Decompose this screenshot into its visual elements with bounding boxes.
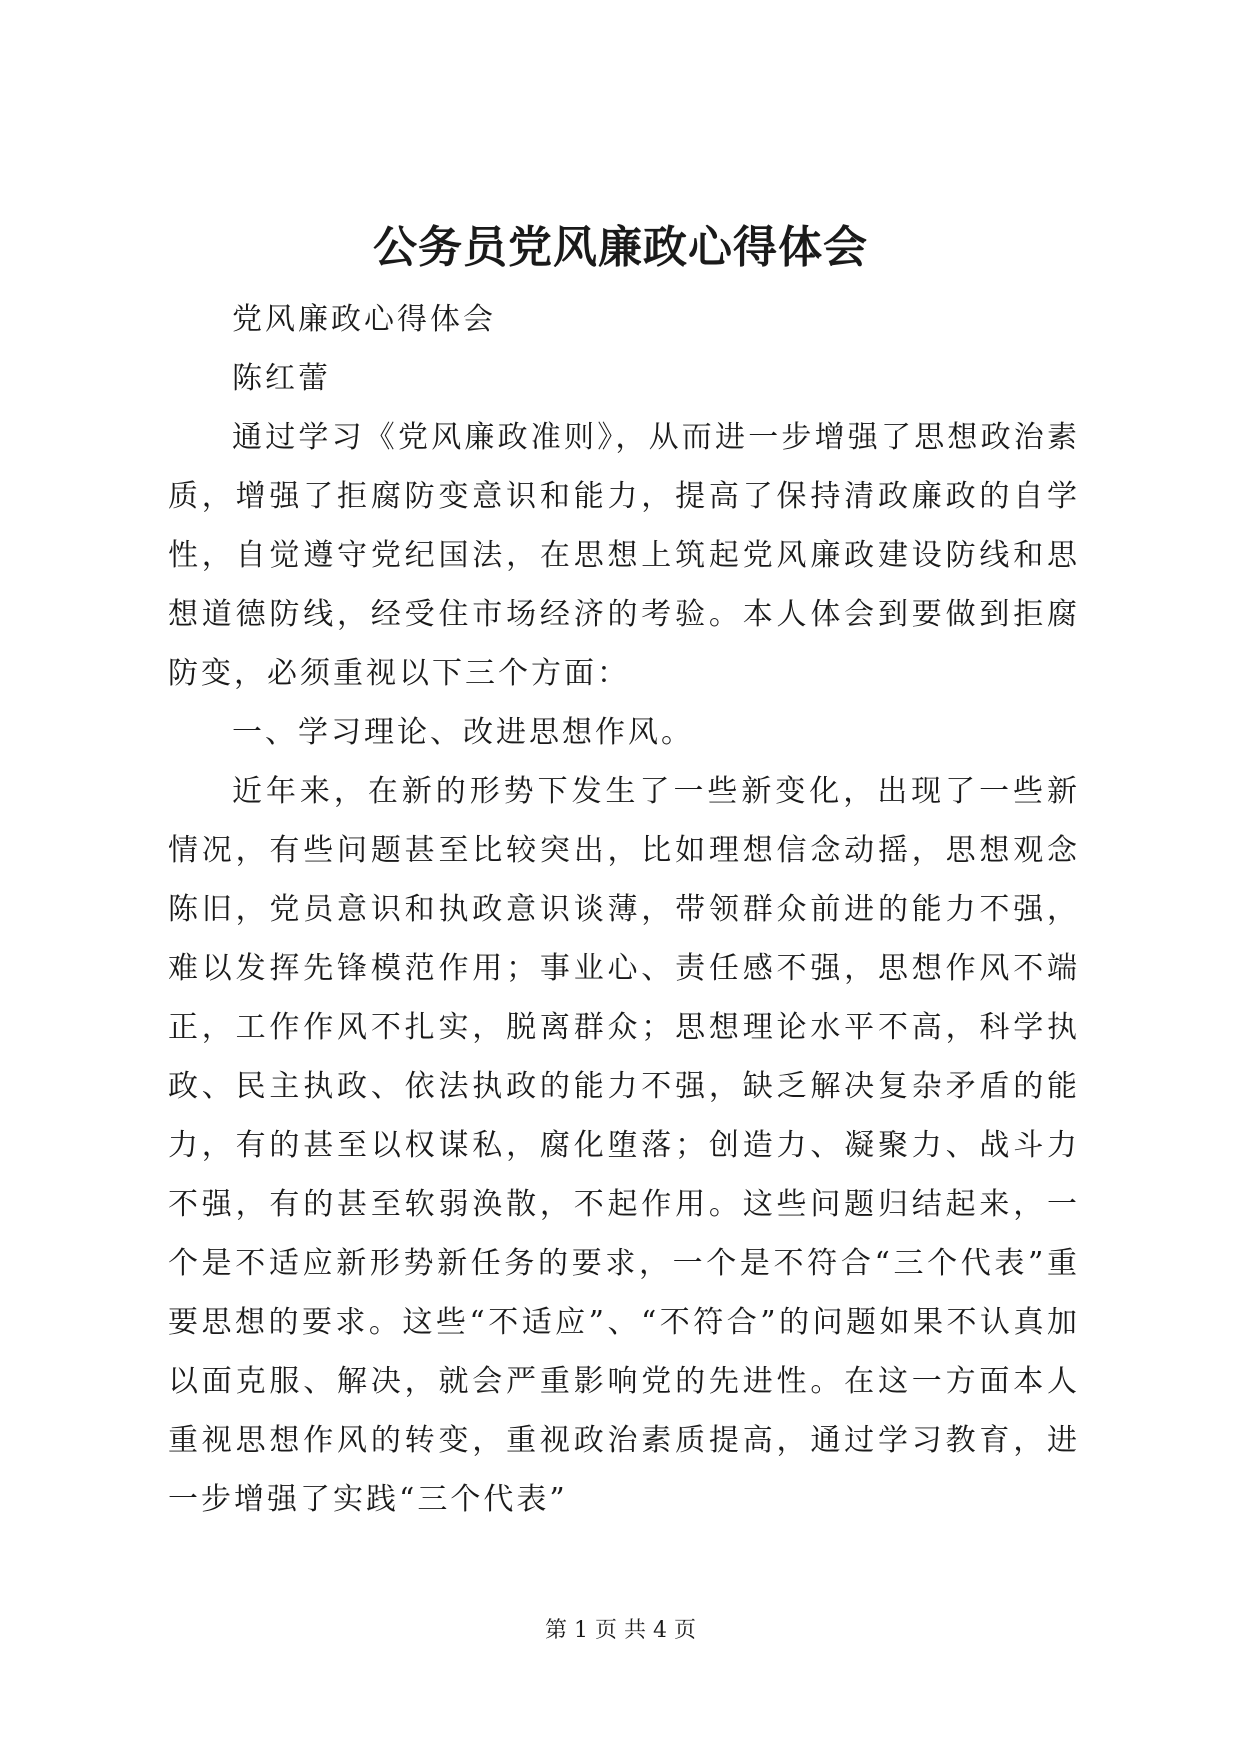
paragraph-intro: 通过学习《党风廉政准则》，从而进一步增强了思想政治素质，增强了拒腐防变意识和能力，提高了保持清政廉政的自学性，自觉遵守党纪国法，在思想上筑起党风廉政建设防线和思想道德防线，经受住市场经济的考验。本人体会到要做到拒腐防变，必须重视以下三个方面： (168, 420, 1080, 691)
document-title: 公务员党风廉政心得体会 (373, 222, 868, 273)
paragraph-author: 陈红蕾 (232, 361, 331, 396)
page-number-footer: 第 1 页 共 4 页 (545, 1618, 696, 1643)
document-body (168, 290, 1080, 1529)
paragraph-section-1: 近年来，在新的形势下发生了一些新变化，出现了一些新情况，有些问题甚至比较突出，比如理想信念动摇，思想观念陈旧，党员意识和执政意识谈薄，带领群众前进的能力不强，难以发挥先锋模范作用；事业心、责任感不强，思想作风不端正，工作作风不扎实，脱离群众；思想理论水平不高，科学执政、民主执政、依法执政的能力不强，缺乏解决复杂矛盾的能力，有的甚至以权谋私，腐化堕落；创造力、凝聚力、战斗力不强，有的甚至软弱涣散，不起作用。这些问题归结起来，一个是不适应新形势新任务的要求，一个是不符合“三个代表”重要思想的要求。这些“不适应”、“不符合”的问题如果不认真加以面克服、解决，就会严重影响党的先进性。在这一方面本人重视思想作风的转变，重视政治素质提高，通过学习教育，进一步增强了实践“三个代表” (168, 774, 1080, 1517)
paragraph-subtitle: 党风廉政心得体会 (232, 302, 496, 337)
section-heading-1: 一、学习理论、改进思想作风。 (232, 715, 694, 750)
